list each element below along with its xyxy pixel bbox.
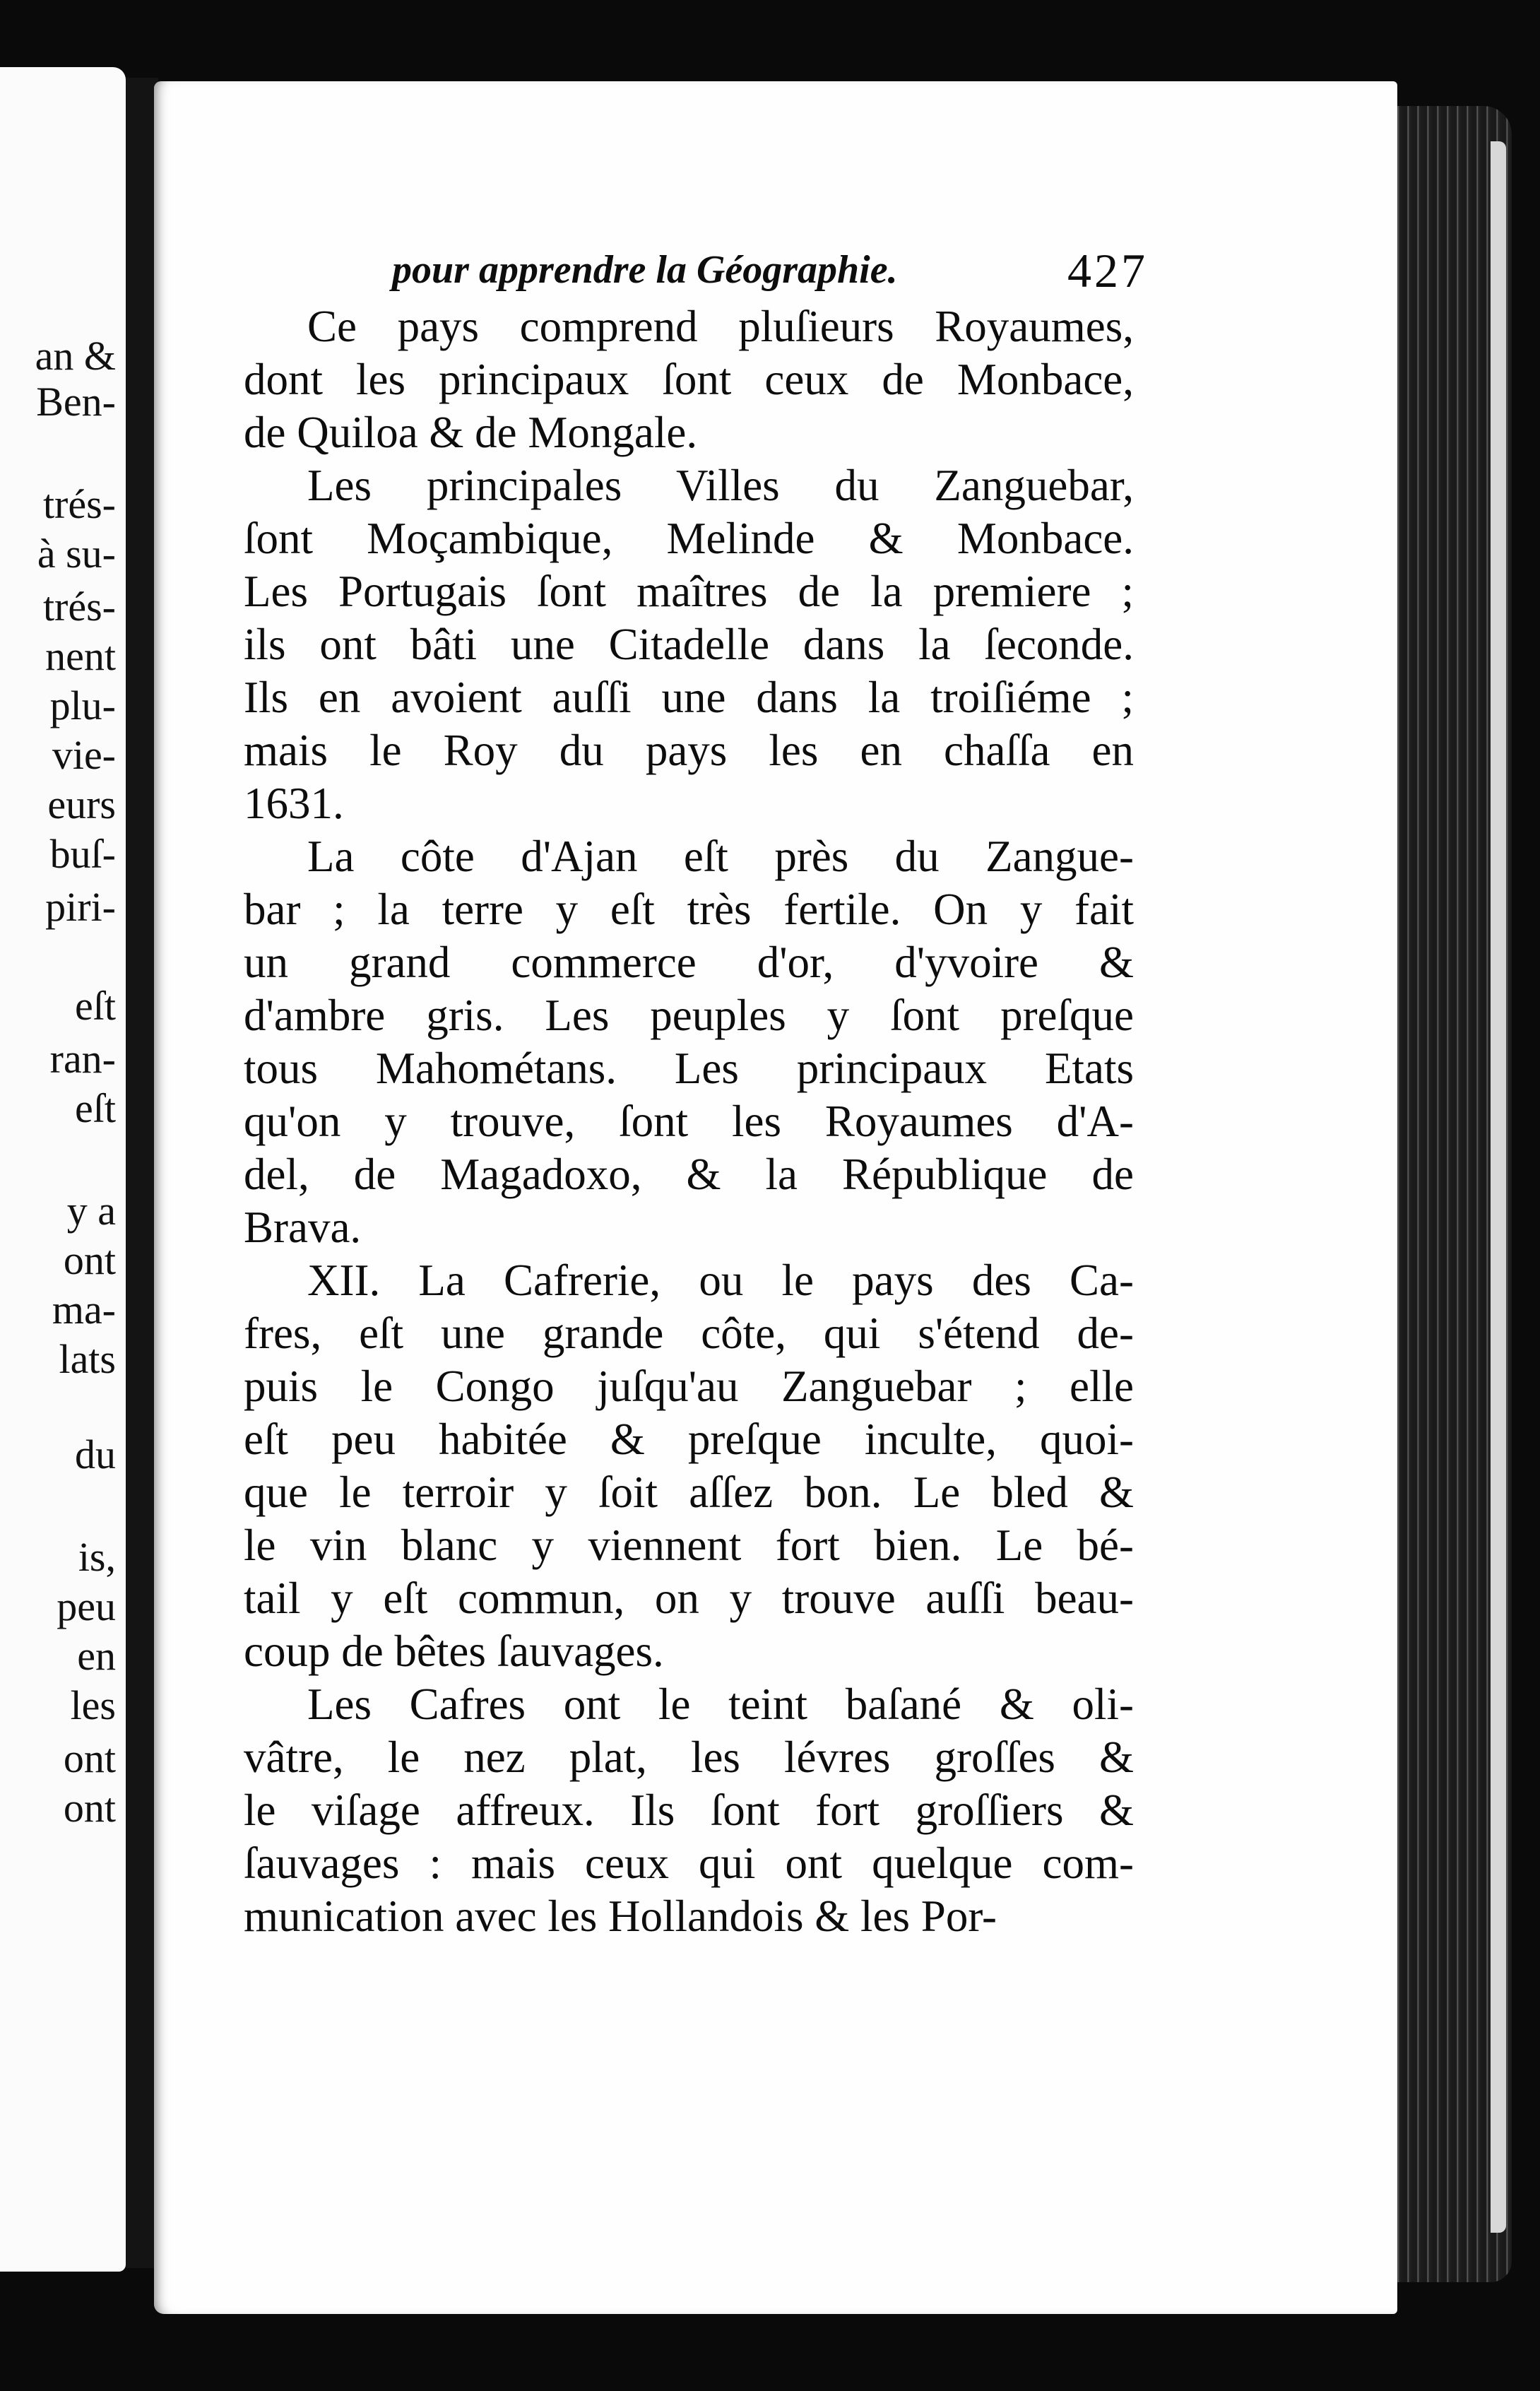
left-page-fragment: eurs: [47, 781, 116, 827]
left-facing-page: [0, 67, 126, 2272]
left-page-fragment: en: [77, 1633, 116, 1679]
text-line: dont les principaux ſont ceux de Monbace,: [244, 355, 1134, 404]
left-page-fragment: trés-: [42, 584, 116, 630]
paragraph: [244, 830, 1134, 1254]
left-page-text-fragments: [0, 67, 116, 2272]
text-line: mais le Roy du pays les en chaſſa en: [244, 726, 1134, 775]
left-page-fragment: vie-: [52, 732, 116, 778]
text-line: qu'on y trouve, ſont les Royaumes d'A-: [244, 1097, 1134, 1146]
text-line: de Quiloa & de Mongale.: [244, 408, 698, 457]
left-page-fragment: eſt: [75, 1085, 116, 1131]
text-line: ſont Moçambique, Melinde & Monbace.: [244, 514, 1134, 563]
text-line: Ce pays comprend pluſieurs Royaumes,: [307, 302, 1134, 351]
left-page-fragment: du: [75, 1431, 116, 1477]
text-line: un grand commerce d'or, d'yvoire &: [244, 938, 1134, 987]
left-page-fragment: is,: [78, 1534, 116, 1580]
left-page-fragment: plu-: [49, 683, 116, 728]
text-line: Les Portugais ſont maîtres de la premiere ;: [244, 567, 1134, 616]
left-page-fragment: buſ-: [49, 831, 116, 877]
paragraph: [244, 1678, 1134, 1943]
paragraph: [244, 1254, 1134, 1678]
left-page-fragment: an &: [35, 333, 116, 379]
left-page-fragment: ran-: [49, 1036, 116, 1082]
text-line: d'ambre gris. Les peuples y ſont preſque: [244, 991, 1134, 1040]
text-line: La côte d'Ajan eſt près du Zangue-: [307, 832, 1134, 881]
text-line: munication avec les Hollandois & les Por-: [244, 1891, 997, 1941]
page-number: 427: [1067, 244, 1148, 297]
left-page-fragment: eſt: [75, 983, 116, 1029]
left-page-fragment: les: [70, 1682, 116, 1728]
text-line: del, de Magadoxo, & la République de: [244, 1150, 1134, 1199]
left-page-fragment: ont: [63, 1237, 116, 1283]
left-page-fragment: ont: [63, 1735, 116, 1781]
text-line: que le terroir y ſoit aſſez bon. Le bled &: [244, 1468, 1134, 1517]
left-page-fragment: peu: [57, 1583, 116, 1629]
left-page-fragment: piri-: [45, 884, 116, 930]
text-line: Les Cafres ont le teint baſané & oli-: [307, 1679, 1134, 1729]
text-line: vâtre, le nez plat, les lévres groſſes &: [244, 1732, 1134, 1782]
text-line: fres, eſt une grande côte, qui s'étend de-: [244, 1309, 1134, 1358]
body-text: [244, 247, 1134, 1943]
text-line: coup de bêtes ſauvages.: [244, 1627, 664, 1676]
text-line: puis le Congo juſqu'au Zanguebar ; elle: [244, 1362, 1134, 1411]
running-head: pour apprendre la Géographie.: [392, 248, 898, 292]
text-line: Brava.: [244, 1203, 362, 1252]
text-line: le viſage affreux. Ils ſont fort groſſiers &: [244, 1785, 1134, 1835]
left-page-fragment: ont: [63, 1785, 116, 1831]
paragraph: [244, 459, 1134, 830]
left-page-fragment: ma-: [52, 1287, 116, 1333]
text-line: tous Mahométans. Les principaux Etats: [244, 1044, 1134, 1093]
text-line: le vin blanc y viennent fort bien. Le bé-: [244, 1521, 1134, 1570]
left-page-fragment: nent: [45, 633, 116, 679]
page-edge-highlight: [1491, 141, 1506, 2233]
text-line: bar ; la terre y eſt très fertile. On y fait: [244, 885, 1134, 934]
paragraph: [244, 300, 1134, 459]
text-line: ils ont bâti une Citadelle dans la ſeconde.: [244, 620, 1134, 669]
text-line: 1631.: [244, 779, 344, 828]
left-page-fragment: trés-: [42, 481, 116, 527]
left-page-fragment: Ben-: [36, 379, 116, 425]
text-line: tail y eſt commun, on y trouve auſſi beau-: [244, 1574, 1134, 1623]
left-page-fragment: lats: [59, 1336, 116, 1382]
text-line: XII. La Cafrerie, ou le pays des Ca-: [307, 1256, 1134, 1305]
text-line: Ils en avoient auſſi une dans la troiſiéme ;: [244, 673, 1134, 722]
left-page-fragment: y a: [66, 1188, 116, 1234]
left-page-fragment: à su-: [37, 531, 116, 577]
text-line: Les principales Villes du Zanguebar,: [307, 461, 1134, 510]
text-line: ſauvages : mais ceux qui ont quelque com-: [244, 1838, 1134, 1888]
text-line: eſt peu habitée & preſque inculte, quoi-: [244, 1415, 1134, 1464]
